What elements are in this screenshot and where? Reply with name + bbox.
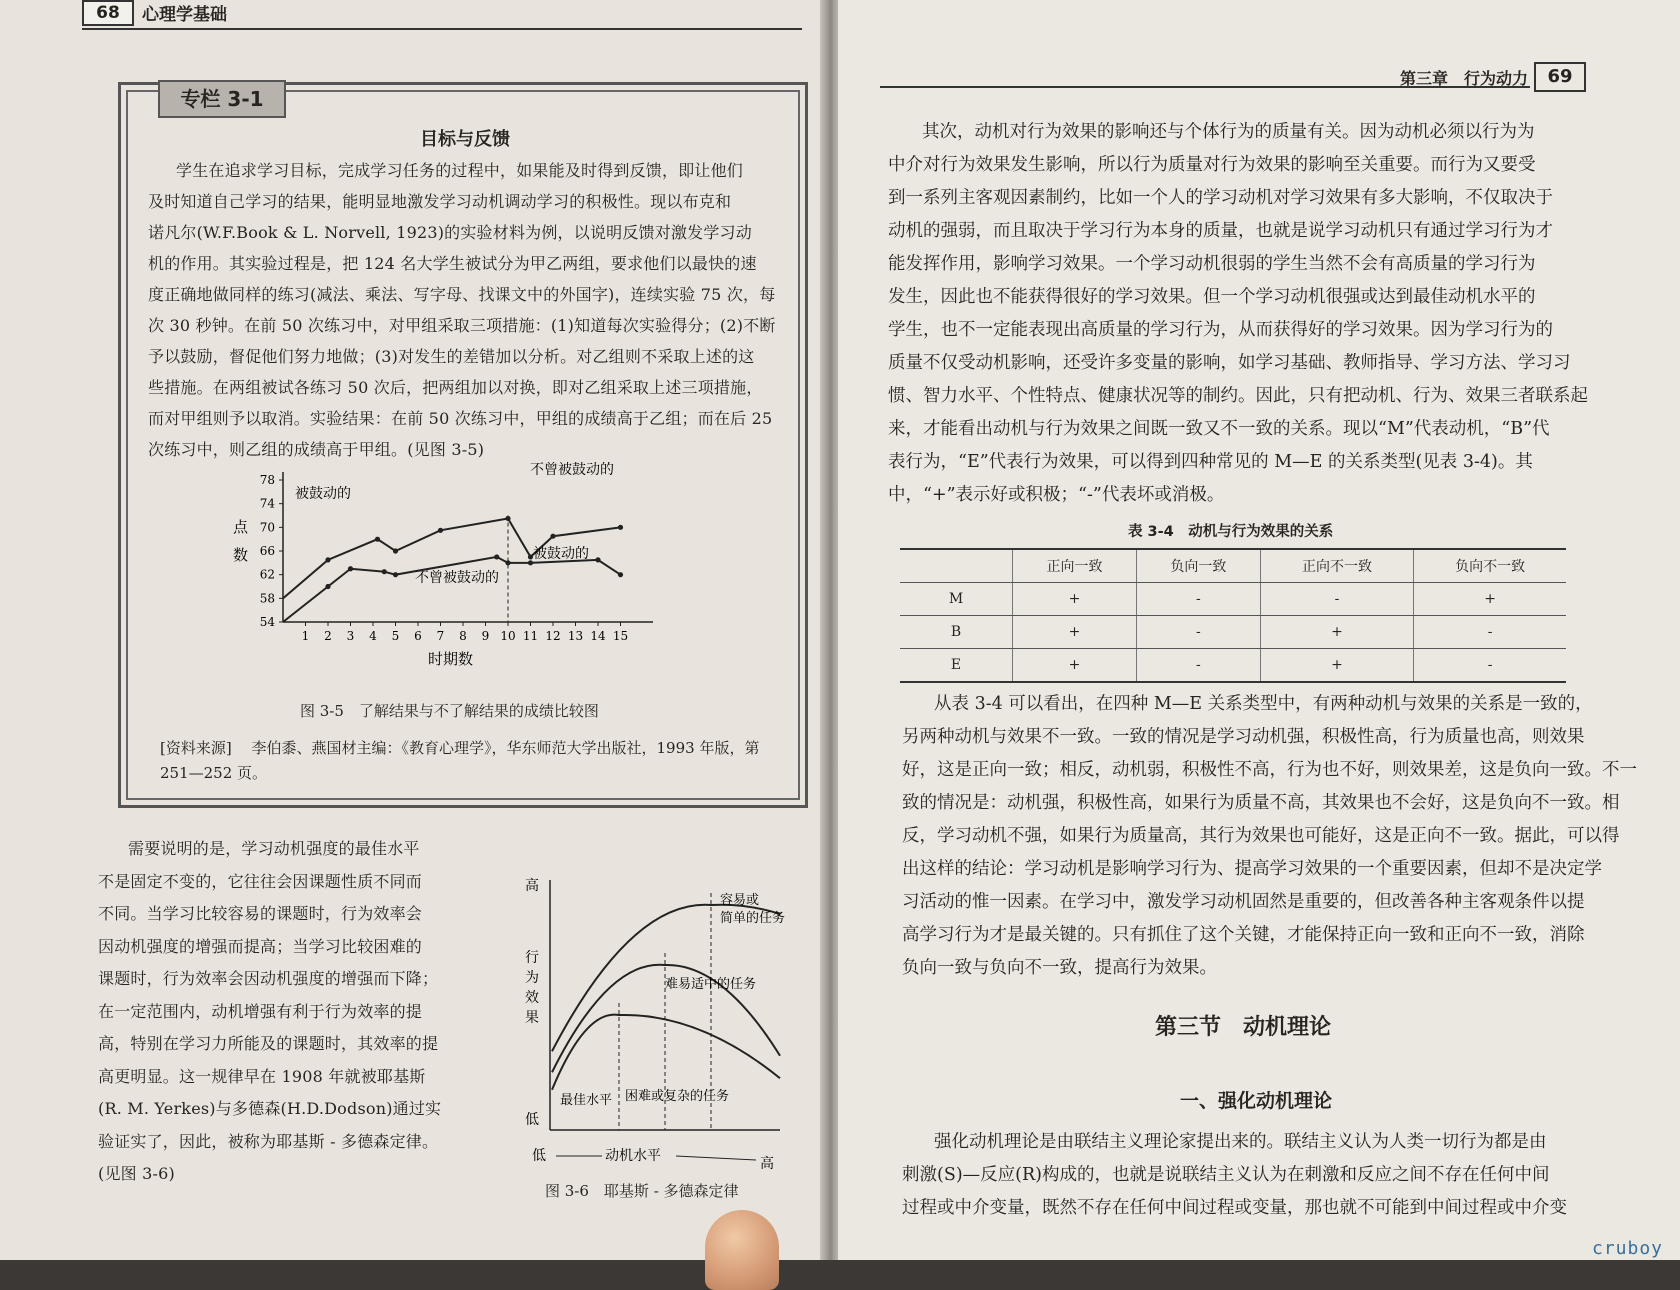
table-cell: - bbox=[1414, 649, 1566, 683]
text-line: 学生，也不一定能表现出高质量的学习行为，从而获得好的学习效果。因为学习行为的 bbox=[888, 320, 1553, 340]
x-axis-label: 时期数 bbox=[428, 650, 474, 668]
x-tick-label: 4 bbox=[369, 629, 377, 643]
text-line: 表行为，“E”代表行为效果，可以得到四种常见的 M—E 的关系类型(见表 3-4)。其 bbox=[888, 452, 1533, 472]
y-axis-label: 为 bbox=[525, 970, 539, 986]
y-axis-label: 效 bbox=[525, 990, 539, 1006]
data-point bbox=[382, 569, 387, 574]
table-header-cell: 负向一致 bbox=[1136, 549, 1260, 583]
series-line bbox=[283, 557, 621, 622]
table-cell: + bbox=[1260, 649, 1413, 683]
text-line: 验证实了，因此，被称为耶基斯 - 多德森定律。 bbox=[98, 1131, 439, 1151]
x-tick-label: 15 bbox=[612, 629, 629, 643]
x-tick-label: 9 bbox=[481, 629, 490, 643]
left-page bbox=[0, 0, 826, 1260]
y-axis-label: 点 bbox=[233, 518, 249, 536]
data-point bbox=[393, 548, 398, 553]
source-label: [资料来源] bbox=[160, 739, 232, 757]
y-high-label: 高 bbox=[525, 878, 539, 894]
y-axis-label: 数 bbox=[233, 546, 249, 564]
running-title: 心理学基础 bbox=[142, 5, 227, 25]
x-tick-label: 12 bbox=[545, 629, 561, 643]
table-cell: + bbox=[1260, 616, 1413, 649]
data-point bbox=[375, 537, 380, 542]
x-tick-label: 14 bbox=[590, 629, 606, 643]
table-row bbox=[900, 649, 1566, 683]
text-line: (R. M. Yerkes)与多德森(H.D.Dodson)通过实 bbox=[98, 1099, 442, 1118]
column-tag: 专栏 3-1 bbox=[158, 80, 286, 118]
text-line: 出这样的结论：学习动机是影响学习行为、提高学习效果的一个重要因素，但却不是决定学 bbox=[902, 859, 1602, 879]
text-line: 度正确地做同样的练习(减法、乘法、写字母、找课文中的外国字)，连续实验 75 次，每 bbox=[148, 285, 776, 304]
x-tick-label: 5 bbox=[391, 629, 400, 643]
series-label: 被鼓动的 bbox=[533, 546, 589, 562]
source-text: 李伯黍、燕国材主编：《教育心理学》，华东师范大学出版社，1993 年版，第 bbox=[251, 739, 760, 757]
column-title: 目标与反馈 bbox=[420, 129, 510, 150]
data-point bbox=[438, 528, 443, 533]
x-tick-label: 2 bbox=[324, 629, 332, 643]
figure-3-5-caption: 图 3-5 了解结果与不了解结果的成绩比较图 bbox=[300, 702, 599, 720]
x-tick-label: 13 bbox=[567, 629, 584, 643]
x-tick-label: 10 bbox=[500, 629, 516, 643]
curve-label: 简单的任务 bbox=[720, 911, 786, 926]
text-line: 习活动的惟一因素。在学习中，激发学习动机固然是重要的，但改善各种主客观条件以提 bbox=[902, 892, 1585, 912]
source-line bbox=[160, 737, 759, 758]
chapter-title: 第三章 行为动力 bbox=[1400, 69, 1529, 88]
data-point bbox=[550, 534, 555, 539]
text-line: 致的情况是：动机强，积极性高，如果行为质量不高，其效果也不会好，这是负向不一致。相 bbox=[902, 793, 1620, 813]
text-line: 次练习中，则乙组的成绩高于甲组。(见图 3-5) bbox=[148, 440, 485, 459]
text-line: 质量不仅受动机影响，还受许多变量的影响，如学习基础、教师指导、学习方法、学习习 bbox=[888, 353, 1571, 373]
data-point bbox=[505, 516, 510, 521]
data-point bbox=[348, 566, 353, 571]
text-line: 不同。当学习比较容易的课题时，行为效率会 bbox=[98, 904, 423, 923]
text-line: 其次，动机对行为效果的影响还与个体行为的质量有关。因为动机必须以行为为 bbox=[922, 122, 1535, 142]
data-point bbox=[325, 584, 330, 589]
subsection-title: 一、强化动机理论 bbox=[1180, 1090, 1333, 1112]
table-cell: - bbox=[1260, 583, 1413, 616]
table-title: 表 3-4 动机与行为效果的关系 bbox=[1128, 524, 1334, 540]
text-line: 诺凡尔(W.F.Book & L. Norvell, 1923)的实验材料为例，以说明反馈对激发学习动 bbox=[148, 223, 752, 242]
optimum-label: 最佳水平 bbox=[560, 1093, 613, 1108]
watermark: cruboy bbox=[1592, 1238, 1664, 1259]
y-tick-label: 54 bbox=[259, 615, 275, 629]
table-cell: + bbox=[1013, 649, 1137, 683]
text-line: 高更明显。这一规律早在 1908 年就被耶基斯 bbox=[98, 1066, 426, 1086]
text-line: 强化动机理论是由联结主义理论家提出来的。联结主义认为人类一切行为都是由 bbox=[934, 1132, 1547, 1152]
table-row bbox=[900, 583, 1566, 616]
text-line: 发生，因此也不能获得很好的学习效果。但一个学习动机很强或达到最佳动机水平的 bbox=[888, 287, 1536, 307]
x-tick-label: 6 bbox=[414, 629, 422, 643]
x-tick-label: 8 bbox=[459, 629, 467, 643]
text-line: 高学习行为才是最关键的。只有抓住了这个关键，才能保持正向一致和正向不一致，消除 bbox=[902, 925, 1585, 945]
figure-3-6-caption: 图 3-6 耶基斯 - 多德森定律 bbox=[545, 1182, 739, 1200]
text-line: 好，这是正向一致；相反，动机弱，积极性不高，行为也不好，则效果差，这是负向一致。不一 bbox=[902, 760, 1637, 780]
text-line: 课题时，行为效率会因动机强度的增强而下降； bbox=[98, 969, 439, 988]
y-tick-label: 66 bbox=[259, 544, 275, 558]
text-line: 高，特别在学习力所能及的课题时，其效率的提 bbox=[98, 1034, 439, 1053]
text-line: 及时知道自己学习的结果，能明显地激发学习动机调动学习的积极性。现以布克和 bbox=[148, 192, 732, 211]
y-tick-label: 58 bbox=[259, 591, 275, 606]
series-label: 不曾被鼓动的 bbox=[530, 462, 614, 478]
x-tick-label: 11 bbox=[522, 629, 539, 643]
y-axis-label: 行 bbox=[525, 950, 539, 966]
table-header-cell bbox=[900, 549, 1013, 583]
series-label: 被鼓动的 bbox=[295, 486, 351, 502]
table-cell: + bbox=[1414, 583, 1566, 616]
text-line: 动机的强弱，而且取决于学习行为本身的质量，也就是说学习动机只有通过学习行为才 bbox=[888, 221, 1553, 241]
text-line: 机的作用。其实验过程是，把 124 名大学生被试分为甲乙两组，要求他们以最快的速 bbox=[148, 254, 757, 273]
right-page-number: 69 bbox=[1534, 62, 1586, 92]
y-tick-label: 70 bbox=[259, 520, 275, 535]
table-header-cell: 正向不一致 bbox=[1260, 549, 1413, 583]
section-title: 第三节 动机理论 bbox=[1155, 1015, 1332, 1040]
y-tick-label: 62 bbox=[259, 567, 275, 582]
x-high-label: 高 bbox=[760, 1156, 774, 1172]
text-line: 因动机强度的增强而提高；当学习比较困难的 bbox=[98, 936, 423, 956]
x-low-label: 低 bbox=[532, 1148, 546, 1164]
text-line: 过程或中介变量，既然不存在任何中间过程或变量，那也就不可能到中间过程或中介变 bbox=[902, 1198, 1567, 1218]
learning-results-chart bbox=[215, 462, 695, 692]
data-point bbox=[494, 554, 499, 559]
table-header-cell: 负向不一致 bbox=[1414, 549, 1566, 583]
table-cell: - bbox=[1136, 583, 1260, 616]
y-low-label: 低 bbox=[525, 1112, 539, 1128]
curve-label: 困难或复杂的任务 bbox=[625, 1089, 730, 1104]
table-cell: M bbox=[900, 583, 1013, 616]
text-line: (见图 3-6) bbox=[98, 1164, 175, 1183]
text-line: 来，才能看出动机与行为效果之间既一致又不一致的关系。现以“M”代表动机，“B”代 bbox=[888, 419, 1550, 439]
data-point bbox=[595, 557, 600, 562]
text-line: 负向一致与负向不一致，提高行为效果。 bbox=[902, 958, 1217, 978]
text-line: 惯、智力水平、个性特点、健康状况等的制约。因此，只有把动机、行为、效果三者联系起 bbox=[888, 386, 1588, 406]
text-line: 而对甲组则予以取消。实验结果：在前 50 次练习中，甲组的成绩高于乙组；而在后 25 bbox=[148, 409, 773, 428]
header-rule bbox=[82, 28, 802, 30]
text-line: 些措施。在两组被试各练习 50 次后，把两组加以对换，即对乙组采取上述三项措施， bbox=[148, 378, 763, 397]
x-tick-label: 7 bbox=[436, 629, 445, 643]
relation-table bbox=[900, 548, 1566, 683]
table-cell: + bbox=[1013, 583, 1137, 616]
table-cell: E bbox=[900, 649, 1013, 683]
table-cell: - bbox=[1136, 649, 1260, 683]
text-line: 刺激(S)—反应(R)构成的，也就是说联结主义认为在刺激和反应之间不存在任何中间 bbox=[902, 1165, 1550, 1185]
text-line: 予以鼓励，督促他们努力地做；(3)对发生的差错加以分析。对乙组则不采取上述的这 bbox=[148, 347, 755, 366]
table-cell: - bbox=[1414, 616, 1566, 649]
data-point bbox=[505, 560, 510, 565]
data-point bbox=[618, 572, 623, 577]
text-line: 在一定范围内，动机增强有利于行为效率的提 bbox=[98, 1001, 423, 1021]
text-line: 反，学习动机不强，如果行为质量高，其行为效果也可能好，这是正向不一致。据此，可以得 bbox=[902, 826, 1620, 846]
source-pages: 251—252 页。 bbox=[160, 764, 268, 782]
table-header-cell: 正向一致 bbox=[1013, 549, 1137, 583]
table-row bbox=[900, 616, 1566, 649]
text-line: 从表 3-4 可以看出，在四种 M—E 关系类型中，有两种动机与效果的关系是一致的， bbox=[934, 694, 1593, 714]
data-point bbox=[393, 572, 398, 577]
thumb bbox=[705, 1210, 779, 1290]
header-rule-right bbox=[880, 86, 1530, 88]
text-line: 到一系列主客观因素制约，比如一个人的学习动机对学习效果有多大影响，不仅取决于 bbox=[888, 188, 1553, 208]
performance-curve bbox=[552, 1015, 780, 1090]
x-axis-label: 动机水平 bbox=[605, 1148, 661, 1164]
text-line: 另两种动机与效果不一致。一致的情况是学习动机强，积极性高，行为质量也高，则效果 bbox=[902, 727, 1585, 747]
curve-label: 容易或 bbox=[720, 893, 760, 908]
text-line: 不是固定不变的，它往往会因课题性质不同而 bbox=[98, 871, 423, 891]
text-line: 中，“+”表示好或积极；“-”代表坏或消极。 bbox=[888, 485, 1225, 505]
curve-label: 难易适中的任务 bbox=[665, 977, 757, 992]
text-line: 次 30 秒钟。在前 50 次练习中，对甲组采取三项措施：(1)知道每次实验得分；(2)不断 bbox=[148, 316, 776, 335]
arrow-right bbox=[676, 1156, 756, 1160]
data-point bbox=[618, 525, 623, 530]
data-point bbox=[325, 557, 330, 562]
text-line: 学生在追求学习目标，完成学习任务的过程中，如果能及时得到反馈，即让他们 bbox=[176, 161, 744, 180]
y-tick-label: 74 bbox=[259, 496, 275, 511]
y-axis-label: 果 bbox=[525, 1010, 539, 1026]
yerkes-dodson-chart bbox=[520, 858, 810, 1188]
text-line: 需要说明的是，学习动机强度的最佳水平 bbox=[128, 839, 420, 858]
table-cell: + bbox=[1013, 616, 1137, 649]
text-line: 能发挥作用，影响学习效果。一个学习动机很弱的学生当然不会有高质量的学习行为 bbox=[888, 254, 1536, 274]
series-label: 不曾被鼓动的 bbox=[415, 570, 499, 586]
left-page-number: 68 bbox=[82, 0, 134, 26]
x-tick-label: 3 bbox=[346, 629, 355, 643]
table-cell: - bbox=[1136, 616, 1260, 649]
x-tick-label: 1 bbox=[301, 629, 310, 643]
y-tick-label: 78 bbox=[259, 473, 275, 487]
text-line: 中介对行为效果发生影响，所以行为质量对行为效果的影响至关重要。而行为又要受 bbox=[888, 155, 1536, 175]
table-cell: B bbox=[900, 616, 1013, 649]
